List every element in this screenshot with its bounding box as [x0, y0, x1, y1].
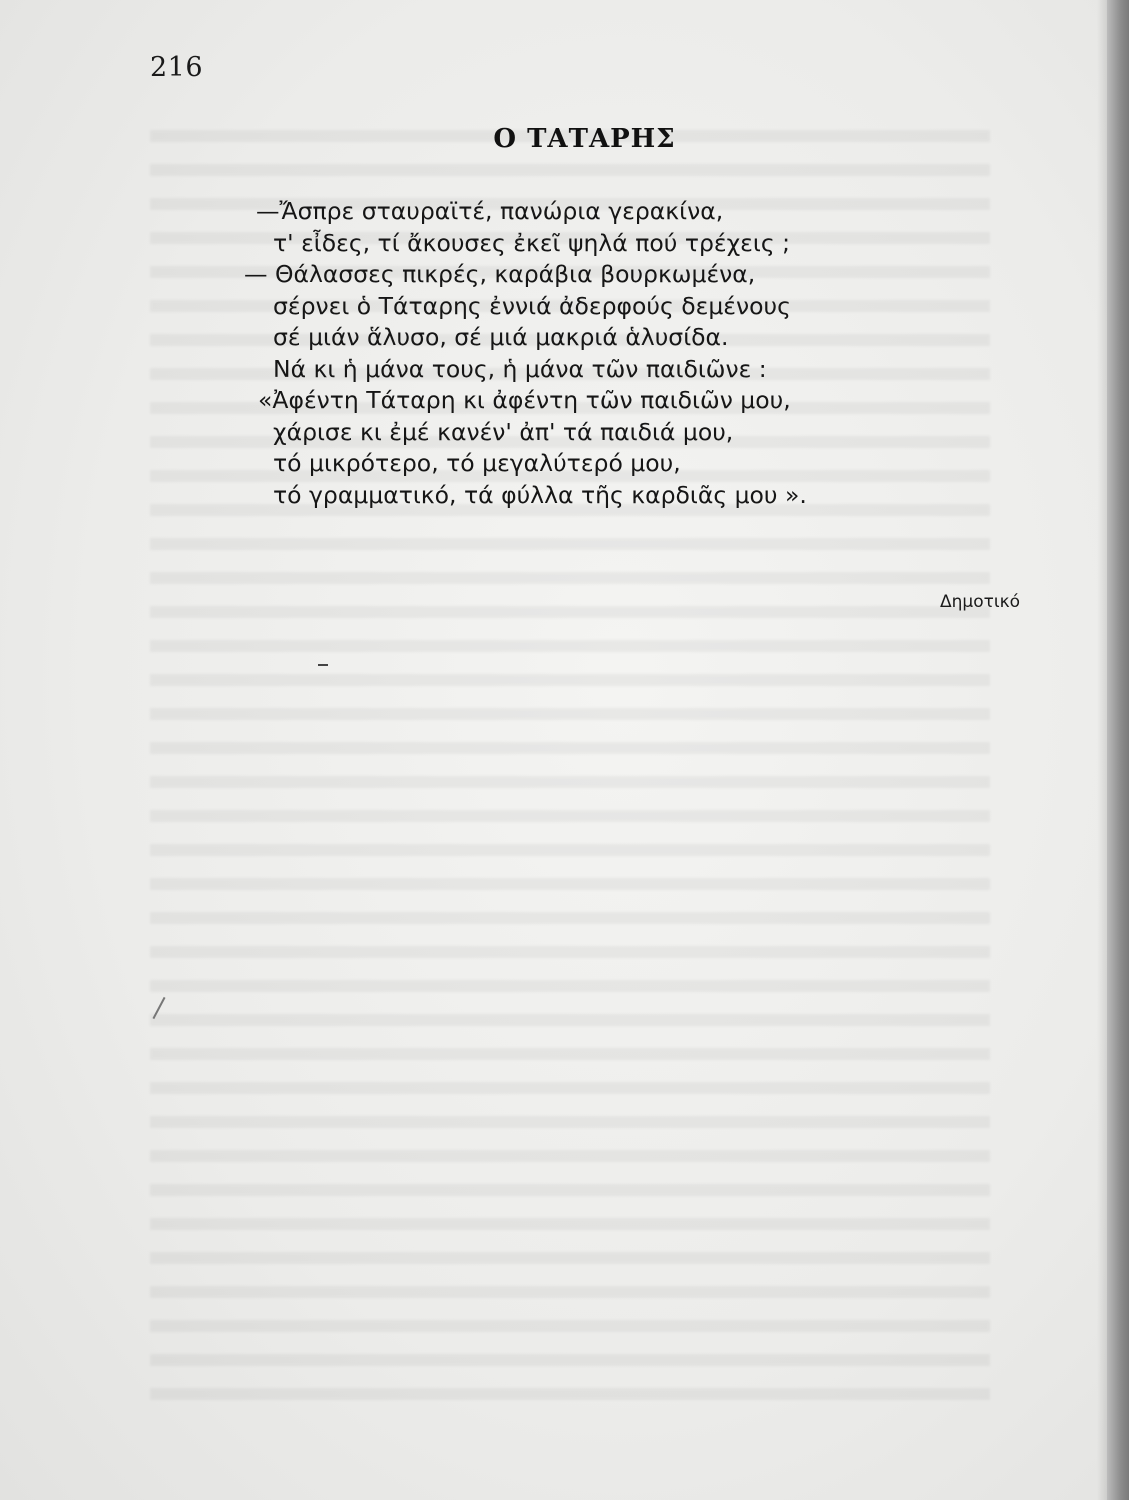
page-number: 216 [150, 52, 204, 83]
poem-line: τό γραμματικό, τά φύλλα τῆς καρδιᾶς μου ». [273, 480, 807, 509]
poem-line: χάρισε κι ἐμέ κανέν' ἀπ' τά παιδιά μου, [273, 417, 734, 446]
poem-line: τό μικρότερο, τό μεγαλύτερό μου, [273, 449, 681, 477]
poem-line: —Ἄσπρε σταυραϊτέ, πανώρια γερακίνα, [256, 197, 724, 225]
poem-line: σέρνει ὁ Τάταρης ἐννιά ἀδερφούς δεμένους [273, 291, 791, 320]
attribution: Δημοτικό [939, 592, 1020, 612]
poem-line: σέ μιάν ἅλυσο, σέ μιά μακριά ἁλυσίδα. [273, 323, 729, 351]
poem-title: Ο ΤΑΤΑΡΗΣ [493, 124, 676, 154]
page-edge-shadow [1097, 0, 1107, 1500]
stray-mark [318, 664, 328, 666]
poem-body [244, 196, 964, 511]
poem-line: τ' εἶδες, τί ἄκουσες ἐκεῖ ψηλά πού τρέχεις ; [273, 228, 790, 257]
poem-line: Νά κι ἡ μάνα τους, ἡ μάνα τῶν παιδιῶνε : [273, 354, 767, 383]
scan-edge [1107, 0, 1129, 1500]
poem-line: — Θάλασσες πικρές, καράβια βουρκωμένα, [244, 260, 756, 288]
poem-line: «Ἀφέντη Τάταρη κι ἀφέντη τῶν παιδιῶν μου, [258, 386, 791, 414]
